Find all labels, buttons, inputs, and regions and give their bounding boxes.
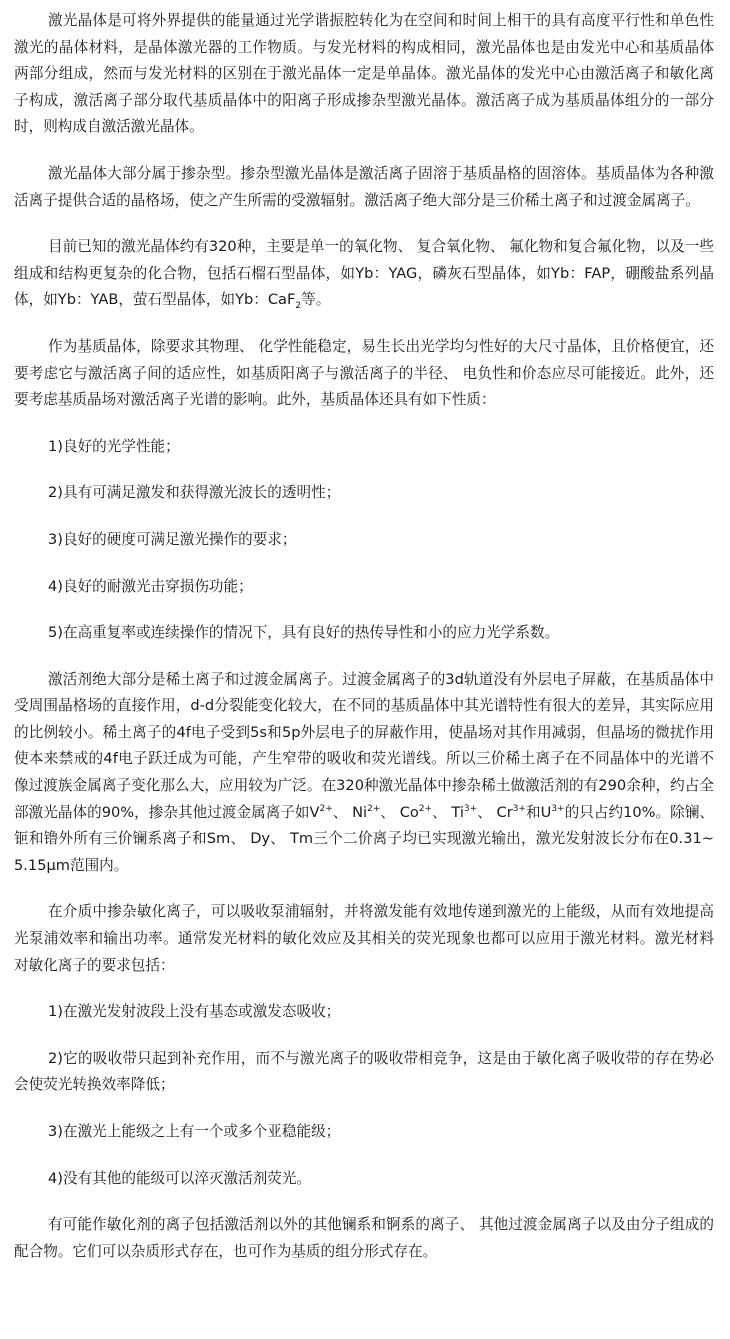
paragraph-text: 等。 (301, 291, 331, 309)
superscript: 3+ (463, 803, 478, 814)
subscript: 2 (295, 301, 302, 312)
paragraph-text: 、 Cr (477, 803, 513, 821)
paragraph-host-crystal (14, 334, 714, 414)
paragraph-text: 的只占约10%。除镧、 钷和镥外所有三价镧系离子和Sm、 Dy、 Tm三个二价离子均已实现激光输出，激光发射波长分布在0.31~5.15μm范围内。 (14, 803, 714, 874)
paragraph-text: 作为基质晶体，除要求其物理、 化学性能稳定，易生长出光学均匀性好的大尺寸晶体，且价格便宜，还要考虑它与激活离子间的适应性，如基质阳离子与激活离子的半径、 电负性和价态应尽可能接近。此外，还要考虑基质晶场对激活离子光谱的影响。此外，基质晶体还具有如下性质： (14, 337, 714, 409)
paragraph-text: 有可能作敏化剂的离子包括激活剂以外的其他镧系和锕系的离子、 其他过渡金属离子以及由分子组成的配合物。它们可以杂质形式存在，也可作为基质的组分形式存在。 (14, 1216, 714, 1260)
list-item: 3)在激光上能级之上有一个或多个亚稳能级； (48, 1123, 341, 1140)
superscript: 2+ (367, 803, 381, 814)
superscript: 2+ (319, 803, 333, 814)
paragraph-text: 、 Ni (332, 803, 368, 821)
paragraph-text: 、 Co (380, 803, 419, 821)
list-item: 1)在激光发射波段上没有基态或激发态吸收； (48, 1003, 341, 1021)
paragraph-sensitizers (14, 899, 714, 979)
paragraph-text: 目前已知的激光晶体约有320种，主要是单一的氧化物、 复合氧化物、 氟化物和复合氟化物，以及一些组成和结构更复杂的化合物，包括石榴石型晶体，如Yb：YAG，磷灰石型晶体，如Yb：FAP，硼酸盐系列晶体，如Yb：YAB，萤石型晶体，如Yb：CaF (14, 238, 714, 309)
list-item: 4)没有其他的能级可以淬灭激活剂荧光。 (48, 1169, 312, 1187)
superscript: 3+ (512, 803, 526, 814)
list-item: 2)具有可满足激发和获得激光波长的透明性； (48, 484, 341, 502)
paragraph-doped-type (14, 161, 714, 214)
paragraph-possible-sensitizers (14, 1212, 714, 1265)
paragraph-activators (14, 667, 714, 880)
paragraph-known-crystals (14, 234, 714, 314)
paragraph-text: 、 Ti (432, 803, 464, 821)
article-body (14, 8, 714, 1285)
paragraph-text: 激活剂绝大部分是稀土离子和过渡金属离子。过渡金属离子的3d轨道没有外层电子屏蔽，在基质晶体中受周围晶格场的直接作用，d-d分裂能变化较大，在不同的基质晶体中其光谱特性有很大的差异，其实际应用的比例较小。稀土离子的4f电子受到5s和5p外层电子的屏蔽作用，使晶场对其作用减弱，但晶场的微扰作用使本来禁戒的4f电子跃迁成为可能，产生窄带的吸收和荧光谱线。所以三价稀土离子在不同晶体中的光谱不像过渡族金属离子变化那么大，应用较为广泛。在320种激光晶体中掺杂稀土做激活剂的有290余种，约占全部激光晶体的90%，掺杂其他过渡金属离子如V (14, 670, 714, 821)
paragraph-text: 激光晶体是可将外界提供的能量通过光学谐振腔转化为在空间和时间上相干的具有高度平行性和单色性激光的晶体材料，是晶体激光器的工作物质。与发光材料的构成相同，激光晶体也是由发光中心和基质晶体两部分组成，然而与发光材料的区别在于激光晶体一定是单晶体。激光晶体的发光中心由激活离子和敏化离子构成，激活离子部分取代基质晶体中的阳离子形成掺杂型激光晶体。激活离子成为基质晶体组分的一部分时，则构成自激活激光晶体。 (14, 12, 714, 136)
list-item: 5)在高重复率或连续操作的情况下，具有良好的热传导性和小的应力光学系数。 (48, 624, 560, 642)
superscript: 2+ (418, 803, 433, 814)
superscript: 3+ (551, 803, 565, 814)
paragraph-text: 在介质中掺杂敏化离子，可以吸收泵浦辐射，并将激发能有效地传递到激光的上能级，从而有效地提高光泵浦效率和输出功率。通常发光材料的敏化效应及其相关的荧光现象也都可以应用于激光材料。激光材料对敏化离子的要求包括： (14, 903, 714, 974)
list-item: 2)它的吸收带只起到补充作用，而不与激光离子的吸收带相竞争，这是由于敏化离子吸收带的存在势必会使荧光转换效率降低； (14, 1049, 714, 1094)
paragraph-text: 和U (525, 803, 552, 821)
list-item: 4)良好的耐激光击穿损伤功能； (48, 577, 253, 595)
list-item: 3)良好的硬度可满足激光操作的要求； (48, 530, 297, 548)
paragraph-text: 激光晶体大部分属于掺杂型。掺杂型激光晶体是激活离子固溶于基质晶格的固溶体。基质晶体为各种激活离子提供合适的晶格场，使之产生所需的受激辐射。激活离子绝大部分是三价稀土离子和过渡金属离子。 (14, 164, 714, 209)
paragraph-laser-crystal-definition (14, 8, 714, 141)
list-item: 1)良好的光学性能； (48, 437, 180, 455)
